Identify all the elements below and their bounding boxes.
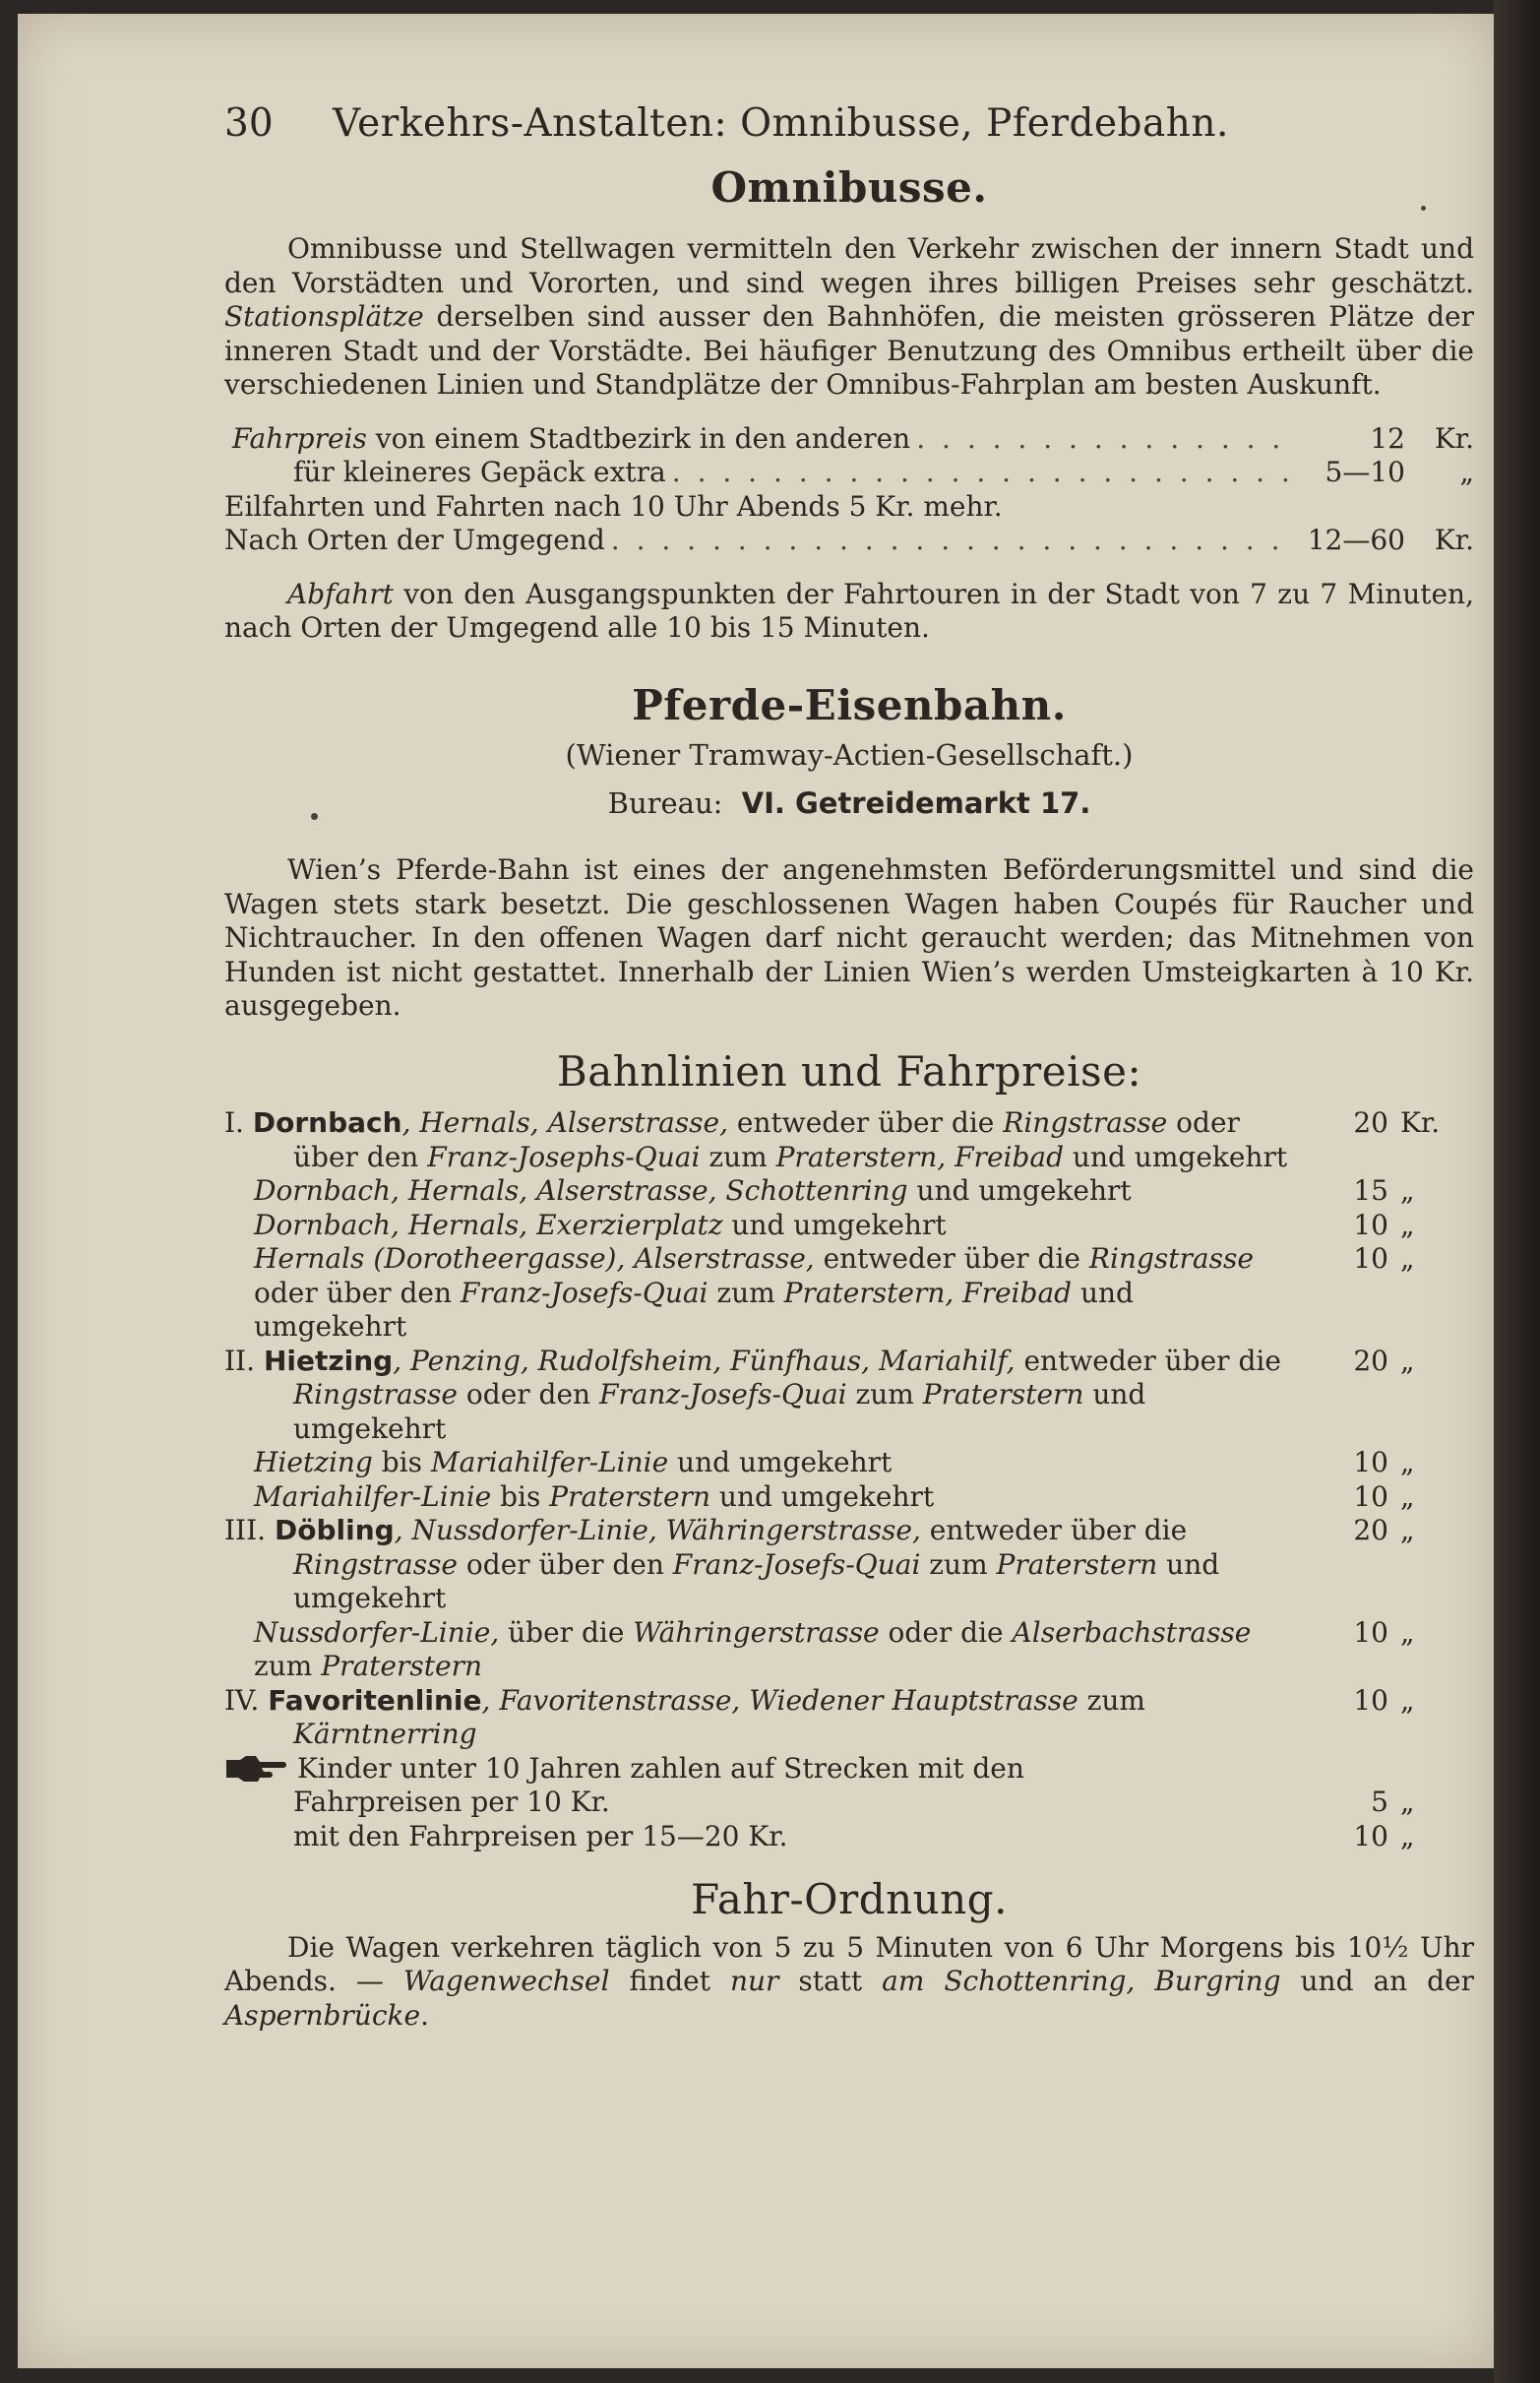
omnibus-departure: Abfahrt von den Ausgangspunkten der Fahrtouren in der Stadt von 7 zu 7 Minuten, nach Orten der Umgegend alle 10 bis 15 Minuten. — [224, 577, 1474, 644]
fare-row: Fahrpreis von einem Stadtbezirk in den anderen . . . 12 Kr. — [224, 422, 1474, 457]
schedule-heading: Fahr-Ordnung. — [691, 1875, 1008, 1923]
fare-row: für kleineres Gepäck extra . . . 5—10 „ — [224, 456, 1474, 490]
fare-value: 15 — [1353, 1174, 1388, 1207]
route-line-1: I. Dornbach, Hernals, Alserstrasse, entweder über die Ringstrasse oder über den Franz-Josephs-Quai zum Praterstern, Freibad und umgekehrt 20 Kr. — [224, 1106, 1441, 1173]
fare-row: Eilfahrten und Fahrten nach 10 Uhr Abends 5 Kr. mehr. — [224, 489, 1003, 523]
tram-bureau: Bureau: VI. Getreidemarkt 17. — [607, 785, 1091, 820]
route-line-2: II. Hietzing, Penzing, Rudolfsheim, Fünfhaus, Mariahilf, entweder über die Ringstrasse oder den Franz-Josefs-Quai zum Praterstern und umgekehrt 20 „ — [224, 1344, 1415, 1445]
kids-note: Kinder unter 10 Jahren zahlen auf Strecken mit den — [224, 1752, 1474, 1787]
tram-intro: Wien’s Pferde-Bahn ist eines der angenehmsten Beförderungsmittel und sind die Wagen stets stark besetzt. Die geschlossenen Wagen haben Coupés für Raucher und Nichtraucher. In den offenen Wagen darf nicht geraucht werden; das Mitnehmen von Hunden ist nicht gestattet. Innerhalb der Linien Wien’s werden Umsteigkarten à 10 Kr. ausgegeben. — [224, 853, 1474, 1022]
book-spine-shadow — [1494, 0, 1540, 2383]
kids-fare: Fahrpreisen per 10 Kr. 5 „ — [293, 1786, 1415, 1818]
fare-value: 10 — [1353, 1615, 1388, 1649]
book-page — [18, 14, 1494, 2368]
route-variant: Hietzing bis Mariahilfer-Linie und umgekehrt 10 „ — [254, 1446, 1415, 1478]
route-variant: Mariahilfer-Linie bis Praterstern und umgekehrt 10 „ — [254, 1479, 1415, 1513]
pointing-hand-icon — [224, 1754, 287, 1782]
fare-value: 10 — [1353, 1242, 1388, 1275]
tram-title: Pferde-Eisenbahn. — [632, 680, 1067, 729]
omnibus-intro: Omnibusse und Stellwagen vermitteln den Verkehr zwischen der innern Stadt und den Vorstädten und Vororten, und sind wegen ihres billigen Preises sehr geschätzt. Stationsplätze derselben sind ausser den Bahnhöfen, die meisten grösseren Plätze der inneren Stadt und der Vorstädte. Bei häufiger Benutzung des Omnibus ertheilt über die verschiedenen Linien und Standplätze der Omnibus-Fahrplan am besten Auskunft. — [224, 232, 1474, 401]
route-line-3: III. Döbling, Nussdorfer-Linie, Währingerstrasse, entweder über die Ringstrasse oder über den Franz-Josefs-Quai zum Praterstern und umgekehrt 20 „ — [224, 1514, 1415, 1614]
page-content — [224, 101, 1474, 2033]
route-variant: Dornbach, Hernals, Exerzierplatz und umgekehrt 10 „ — [254, 1208, 1415, 1241]
running-title: Verkehrs-Anstalten: Omnibusse, Pferdebahn. — [333, 101, 1229, 146]
fare-value: 20 — [1353, 1344, 1388, 1377]
fare-value: 5 — [1371, 1786, 1388, 1818]
route-line-4: IV. Favoritenlinie, Favoritenstrasse, Wiedener Hauptstrasse zum Kärntnerring 10 „ — [224, 1683, 1415, 1750]
fare-value: 10 — [1353, 1479, 1388, 1513]
page-number: 30 — [224, 101, 274, 146]
tram-company: (Wiener Tramway-Actien-Gesellschaft.) — [565, 738, 1134, 772]
kids-fare: mit den Fahrpreisen per 15—20 Kr. 10 „ — [293, 1819, 1415, 1852]
route-variant: Hernals (Dorotheergasse), Alserstrasse, entweder über die Ringstrasse oder über den Franz-Josefs-Quai zum Praterstern, Freibad und umgekehrt 10 „ — [254, 1242, 1415, 1343]
fare-value: 20 — [1353, 1514, 1388, 1546]
route-variant: Nussdorfer-Linie, über die Währingerstrasse oder die Alserbachstrasse zum Praterstern 10 „ — [254, 1615, 1415, 1682]
fare-value: 10 — [1353, 1446, 1388, 1478]
fare-value: 10 — [1353, 1819, 1388, 1852]
route-variant: Dornbach, Hernals, Alserstrasse, Schottenring und umgekehrt 15 „ — [254, 1174, 1415, 1207]
fare-value: 20 — [1353, 1106, 1388, 1139]
fare-value: 10 — [1353, 1683, 1388, 1717]
schedule-text: Die Wagen verkehren täglich von 5 zu 5 Minuten von 6 Uhr Morgens bis 10½ Uhr Abends. — Wagenwechsel findet nur statt am Schottenring, Burgring und an der Aspernbrücke. — [224, 1930, 1474, 2032]
fare-value: 10 — [1353, 1208, 1388, 1241]
lines-heading: Bahnlinien und Fahrpreise: — [556, 1046, 1142, 1096]
omnibus-title: Omnibusse. — [710, 162, 988, 212]
running-header — [224, 101, 1474, 146]
fare-row: Nach Orten der Umgegend . . . 12—60 Kr. — [224, 524, 1474, 558]
